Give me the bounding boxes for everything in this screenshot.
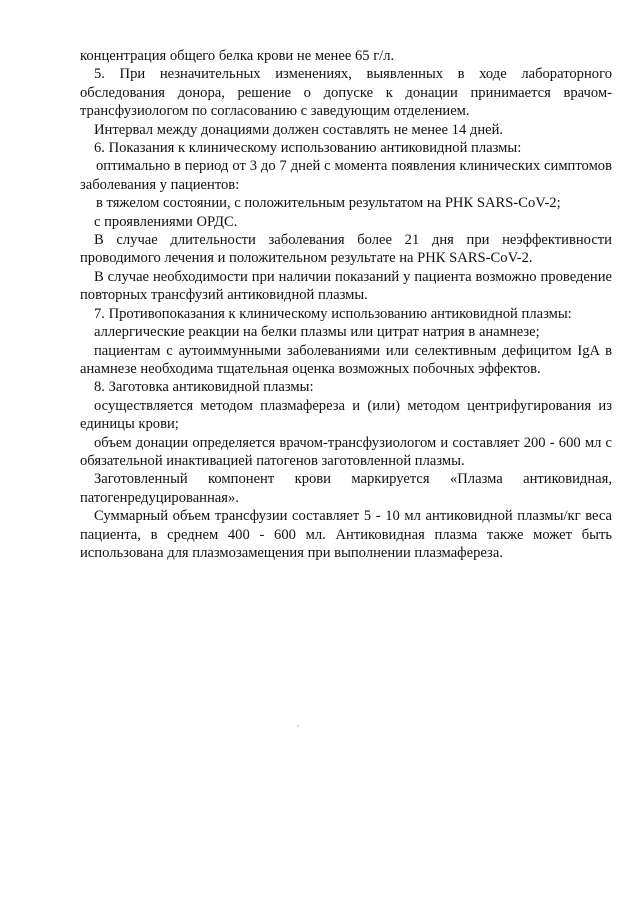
paragraph-component-labeling: Заготовленный компонент крови маркируется «Плазма антиковидная, патогенредуцированная». [80,471,612,506]
paragraph-disease-duration: В случае длительности заболевания более 21 дня при неэффективности проводимого лечения и положительном результате на РНК SARS-CoV-2. [80,232,612,267]
paragraph-transfusion-volume: Суммарный объем трансфузии составляет 5 - 10 мл антиковидной плазмы/кг веса пациента, в среднем 400 - 600 мл. Антиковидная плазма также может быть использована для плазмозамещения при выполнении плазмафереза. [80,508,612,561]
paragraph-severe-condition: в тяжелом состоянии, с положительным результатом на РНК SARS-CoV-2; [96,195,561,212]
paragraph-item-6-heading: 6. Показания к клиническому использованию антиковидной плазмы: [94,140,522,157]
paragraph-donation-volume: объем донации определяется врачом-трансфузиологом и составляет 200 - 600 мл с обязательной инактивацией патогенов заготовленной плазмы. [80,434,612,469]
paragraph-ards: с проявлениями ОРДС. [94,213,238,230]
paragraph-item-8-heading: 8. Заготовка антиковидной плазмы: [94,379,314,396]
paragraph-item-5: 5. При незначительных изменениях, выявленных в ходе лабораторного обследования донора, решение о допуске к донации принимается врачом-трансфузиологом по согласованию с заведующим отделением. [80,66,612,120]
paragraph-protein-concentration: концентрация общего белка крови не менее 65 г/л. [80,48,395,64]
paragraph-donation-interval: Интервал между донациями должен составлять не менее 14 дней. [94,121,504,138]
paragraph-plasmapheresis-method: осуществляется методом плазмафереза и (или) методом центрифугирования из единицы крови; [80,397,612,433]
paragraph-item-7-heading: 7. Противопоказания к клиническому использованию антиковидной плазмы: [94,305,572,322]
paragraph-repeat-transfusion: В случае необходимости при наличии показаний у пациента возможно проведение повторных трансфузий антиковидной плазмы. [80,268,612,304]
paragraph-autoimmune-patients: пациентам с аутоиммунными заболеваниями или селективным дефицитом IgA в анамнезе необходима тщательная оценка возможных побочных эффектов. [80,342,612,377]
paragraph-optimal-period: оптимально в период от 3 до 7 дней с момента появления клинических симптомов заболевания у пациентов: [80,158,612,193]
document-body [80,47,612,562]
scan-artifact-dot [297,725,299,727]
paragraph-allergic-reactions: аллергические реакции на белки плазмы или цитрат натрия в анамнезе; [94,324,540,341]
